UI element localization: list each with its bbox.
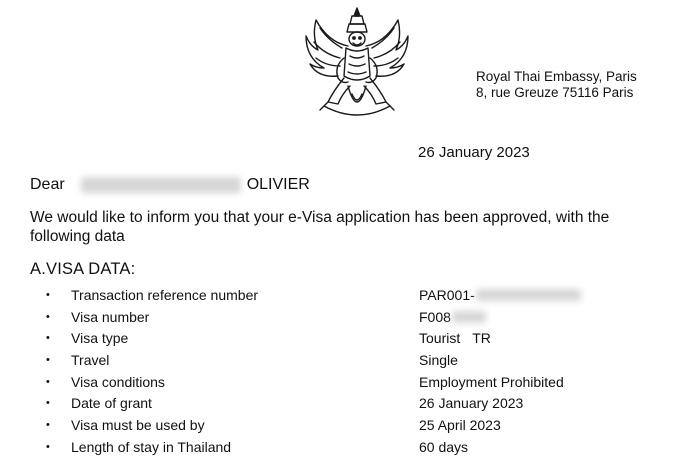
redacted-reference: [476, 289, 581, 301]
row-value-text: F008: [419, 308, 451, 325]
recipient-surname: OLIVIER: [246, 176, 310, 193]
row-value-text: Tourist: [419, 330, 461, 347]
row-value: 60 days: [419, 438, 469, 455]
visa-row-length-of-stay: [40, 436, 581, 458]
salutation: [30, 176, 310, 194]
redacted-first-name: [81, 177, 241, 193]
bullet: •: [46, 440, 50, 453]
bullet: •: [46, 418, 50, 431]
row-value: [419, 309, 486, 325]
bullet: •: [46, 397, 50, 410]
visa-row-must-be-used-by: [40, 414, 581, 436]
redacted-visa-number: [452, 311, 486, 323]
visa-row-visa-type: [40, 327, 581, 349]
letter-date: 26 January 2023: [418, 144, 530, 161]
section-title: A.VISA DATA:: [30, 260, 136, 278]
visa-row-transaction-reference: [40, 284, 581, 306]
bullet: •: [46, 288, 50, 301]
row-label: Travel: [71, 351, 110, 368]
visa-row-date-of-grant: [40, 392, 581, 414]
visa-type-code: TR: [472, 330, 491, 347]
embassy-address: [476, 69, 637, 101]
row-label: Length of stay in Thailand: [71, 438, 232, 455]
row-value: Single: [419, 351, 458, 368]
row-value: [419, 287, 581, 303]
row-value: 26 January 2023: [419, 395, 524, 412]
visa-data-list: [40, 284, 581, 458]
address-line-1: Royal Thai Embassy, Paris: [476, 69, 637, 84]
row-label: Visa must be used by: [71, 416, 205, 433]
row-label: Visa type: [71, 330, 129, 347]
visa-row-conditions: [40, 371, 581, 393]
bullet: •: [46, 310, 50, 323]
garuda-emblem-icon: [298, 6, 416, 124]
row-value: [419, 330, 491, 346]
row-label: Transaction reference number: [71, 286, 259, 303]
bullet: •: [46, 332, 50, 345]
row-label: Visa conditions: [71, 373, 165, 390]
intro-paragraph: We would like to inform you that your e-Visa application has been approved, with the following data: [30, 209, 610, 245]
salutation-prefix: Dear: [30, 176, 65, 193]
row-value-text: PAR001-: [419, 286, 475, 303]
visa-row-travel: [40, 349, 581, 371]
row-label: Visa number: [71, 308, 150, 325]
bullet: •: [46, 375, 50, 388]
row-value: 25 April 2023: [419, 416, 501, 433]
bullet: •: [46, 353, 50, 366]
row-label: Date of grant: [71, 395, 152, 412]
address-line-2: 8, rue Greuze 75116 Paris: [476, 85, 634, 100]
row-value: Employment Prohibited: [419, 373, 564, 390]
visa-row-visa-number: [40, 306, 581, 328]
